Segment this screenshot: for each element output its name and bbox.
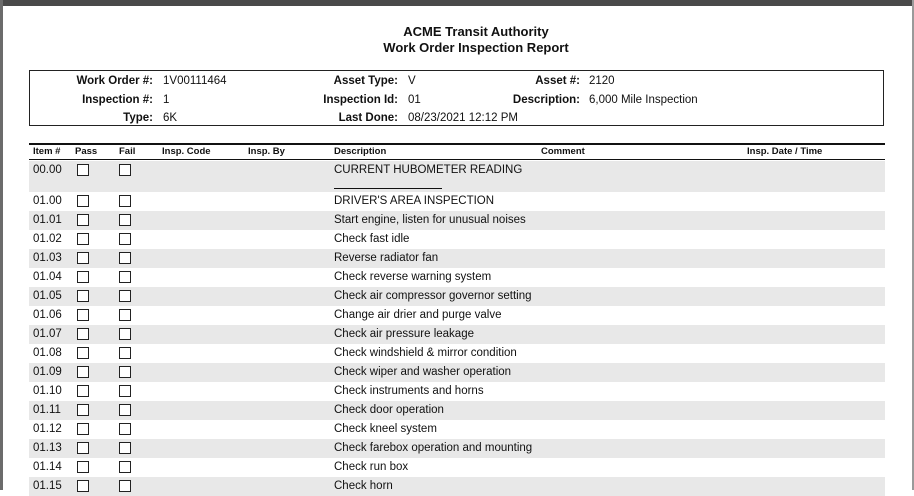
pass-checkbox[interactable] (77, 271, 89, 283)
item-description: Check air pressure leakage (334, 328, 474, 340)
inspection-number-label: Inspection #: (82, 94, 153, 106)
item-number: 01.05 (33, 290, 62, 302)
type-label: Type: (123, 112, 153, 124)
item-number: 01.04 (33, 271, 62, 283)
item-description: DRIVER'S AREA INSPECTION (334, 195, 495, 207)
fail-checkbox[interactable] (119, 195, 131, 207)
item-description: Start engine, listen for unusual noises (334, 214, 526, 226)
item-description: Check reverse warning system (334, 271, 492, 283)
table-row (29, 458, 885, 477)
col-header-pass: Pass (75, 146, 98, 157)
col-header-comment: Comment (541, 146, 585, 157)
asset-number-label: Asset #: (535, 75, 580, 87)
fail-checkbox[interactable] (119, 385, 131, 397)
col-header-insp-code: Insp. Code (162, 146, 211, 157)
pass-checkbox[interactable] (77, 195, 89, 207)
last-done-value: 08/23/2021 12:12 PM (408, 112, 518, 124)
item-description: Check run box (334, 461, 409, 473)
table-row (29, 420, 885, 439)
table-row (29, 325, 885, 344)
table-row (29, 363, 885, 382)
description-label: Description: (512, 94, 580, 106)
viewer-top-bar (0, 0, 914, 6)
table-row (29, 192, 885, 211)
fail-checkbox[interactable] (119, 309, 131, 321)
item-description: Check fast idle (334, 233, 410, 245)
item-number: 01.01 (33, 214, 62, 226)
item-number: 01.14 (33, 461, 62, 473)
pass-checkbox[interactable] (77, 461, 89, 473)
table-row (29, 211, 885, 230)
col-header-insp-by: Insp. By (248, 146, 285, 157)
table-row (29, 230, 885, 249)
item-description: Check horn (334, 480, 393, 492)
fail-checkbox[interactable] (119, 404, 131, 416)
fail-checkbox[interactable] (119, 480, 131, 492)
description-value: 6,000 Mile Inspection (589, 94, 698, 106)
pass-checkbox[interactable] (77, 442, 89, 454)
item-number: 01.03 (33, 252, 62, 264)
table-row (29, 268, 885, 287)
fail-checkbox[interactable] (119, 271, 131, 283)
work-order-label: Work Order #: (76, 75, 153, 87)
item-description: Reverse radiator fan (334, 252, 439, 264)
pass-checkbox[interactable] (77, 423, 89, 435)
pass-checkbox[interactable] (77, 385, 89, 397)
item-number: 01.06 (33, 309, 62, 321)
item-number: 01.12 (33, 423, 62, 435)
table-row (29, 382, 885, 401)
last-done-label: Last Done: (338, 112, 398, 124)
asset-type-label: Asset Type: (333, 75, 398, 87)
item-number: 00.00 (33, 164, 62, 176)
work-order-value: 1V00111464 (163, 75, 227, 87)
item-description: CURRENT HUBOMETER READING (334, 164, 523, 176)
viewer-left-edge (0, 0, 3, 490)
inspection-id-value: 01 (408, 94, 421, 106)
table-row (29, 401, 885, 420)
asset-number-value: 2120 (589, 75, 615, 87)
item-number: 01.09 (33, 366, 62, 378)
item-description: Check farebox operation and mounting (334, 442, 533, 454)
table-row (29, 344, 885, 363)
table-row (29, 249, 885, 268)
pass-checkbox[interactable] (77, 404, 89, 416)
pass-checkbox[interactable] (77, 252, 89, 264)
table-row (29, 306, 885, 325)
pass-checkbox[interactable] (77, 366, 89, 378)
org-title: ACME Transit Authority (403, 24, 549, 39)
fail-checkbox[interactable] (119, 347, 131, 359)
report-title: Work Order Inspection Report (383, 40, 569, 55)
asset-type-value: V (408, 75, 416, 87)
fail-checkbox[interactable] (119, 442, 131, 454)
col-header-description: Description (334, 146, 387, 157)
item-number: 01.02 (33, 233, 62, 245)
fail-checkbox[interactable] (119, 164, 131, 176)
pass-checkbox[interactable] (77, 214, 89, 226)
pass-checkbox[interactable] (77, 164, 89, 176)
item-description: Check windshield & mirror condition (334, 347, 517, 359)
fail-checkbox[interactable] (119, 366, 131, 378)
item-description: Check kneel system (334, 423, 437, 435)
pass-checkbox[interactable] (77, 309, 89, 321)
inspection-number-value: 1 (163, 94, 170, 106)
col-header-item: Item # (33, 146, 61, 157)
item-description: Check wiper and washer operation (334, 366, 512, 378)
item-description: Check air compressor governor setting (334, 290, 532, 302)
col-header-fail: Fail (119, 146, 136, 157)
hubometer-entry-line[interactable] (334, 188, 442, 189)
item-description: Change air drier and purge valve (334, 309, 502, 321)
pass-checkbox[interactable] (77, 290, 89, 302)
item-description: Check instruments and horns (334, 385, 484, 397)
item-number: 01.11 (33, 404, 61, 416)
item-description: Check door operation (334, 404, 444, 416)
item-number: 01.00 (33, 195, 62, 207)
pass-checkbox[interactable] (77, 347, 89, 359)
fail-checkbox[interactable] (119, 290, 131, 302)
fail-checkbox[interactable] (119, 461, 131, 473)
item-number: 01.07 (33, 328, 62, 340)
item-number: 01.10 (33, 385, 62, 397)
table-row (29, 287, 885, 306)
fail-checkbox[interactable] (119, 328, 131, 340)
pass-checkbox[interactable] (77, 233, 89, 245)
work-order-info-box (29, 70, 884, 126)
table-header-top-rule (29, 143, 885, 145)
col-header-insp-datetime: Insp. Date / Time (747, 146, 823, 157)
pass-checkbox[interactable] (77, 480, 89, 492)
inspection-items-table (29, 161, 885, 496)
pass-checkbox[interactable] (77, 328, 89, 340)
table-row (29, 161, 885, 192)
item-number: 01.13 (33, 442, 62, 454)
item-number: 01.15 (33, 480, 62, 492)
fail-checkbox[interactable] (119, 233, 131, 245)
table-row (29, 439, 885, 458)
table-row (29, 477, 885, 496)
fail-checkbox[interactable] (119, 252, 131, 264)
inspection-id-label: Inspection Id: (323, 94, 398, 106)
fail-checkbox[interactable] (119, 423, 131, 435)
type-value: 6K (163, 112, 178, 124)
table-header-bottom-rule (29, 159, 885, 160)
item-number: 01.08 (33, 347, 62, 359)
fail-checkbox[interactable] (119, 214, 131, 226)
